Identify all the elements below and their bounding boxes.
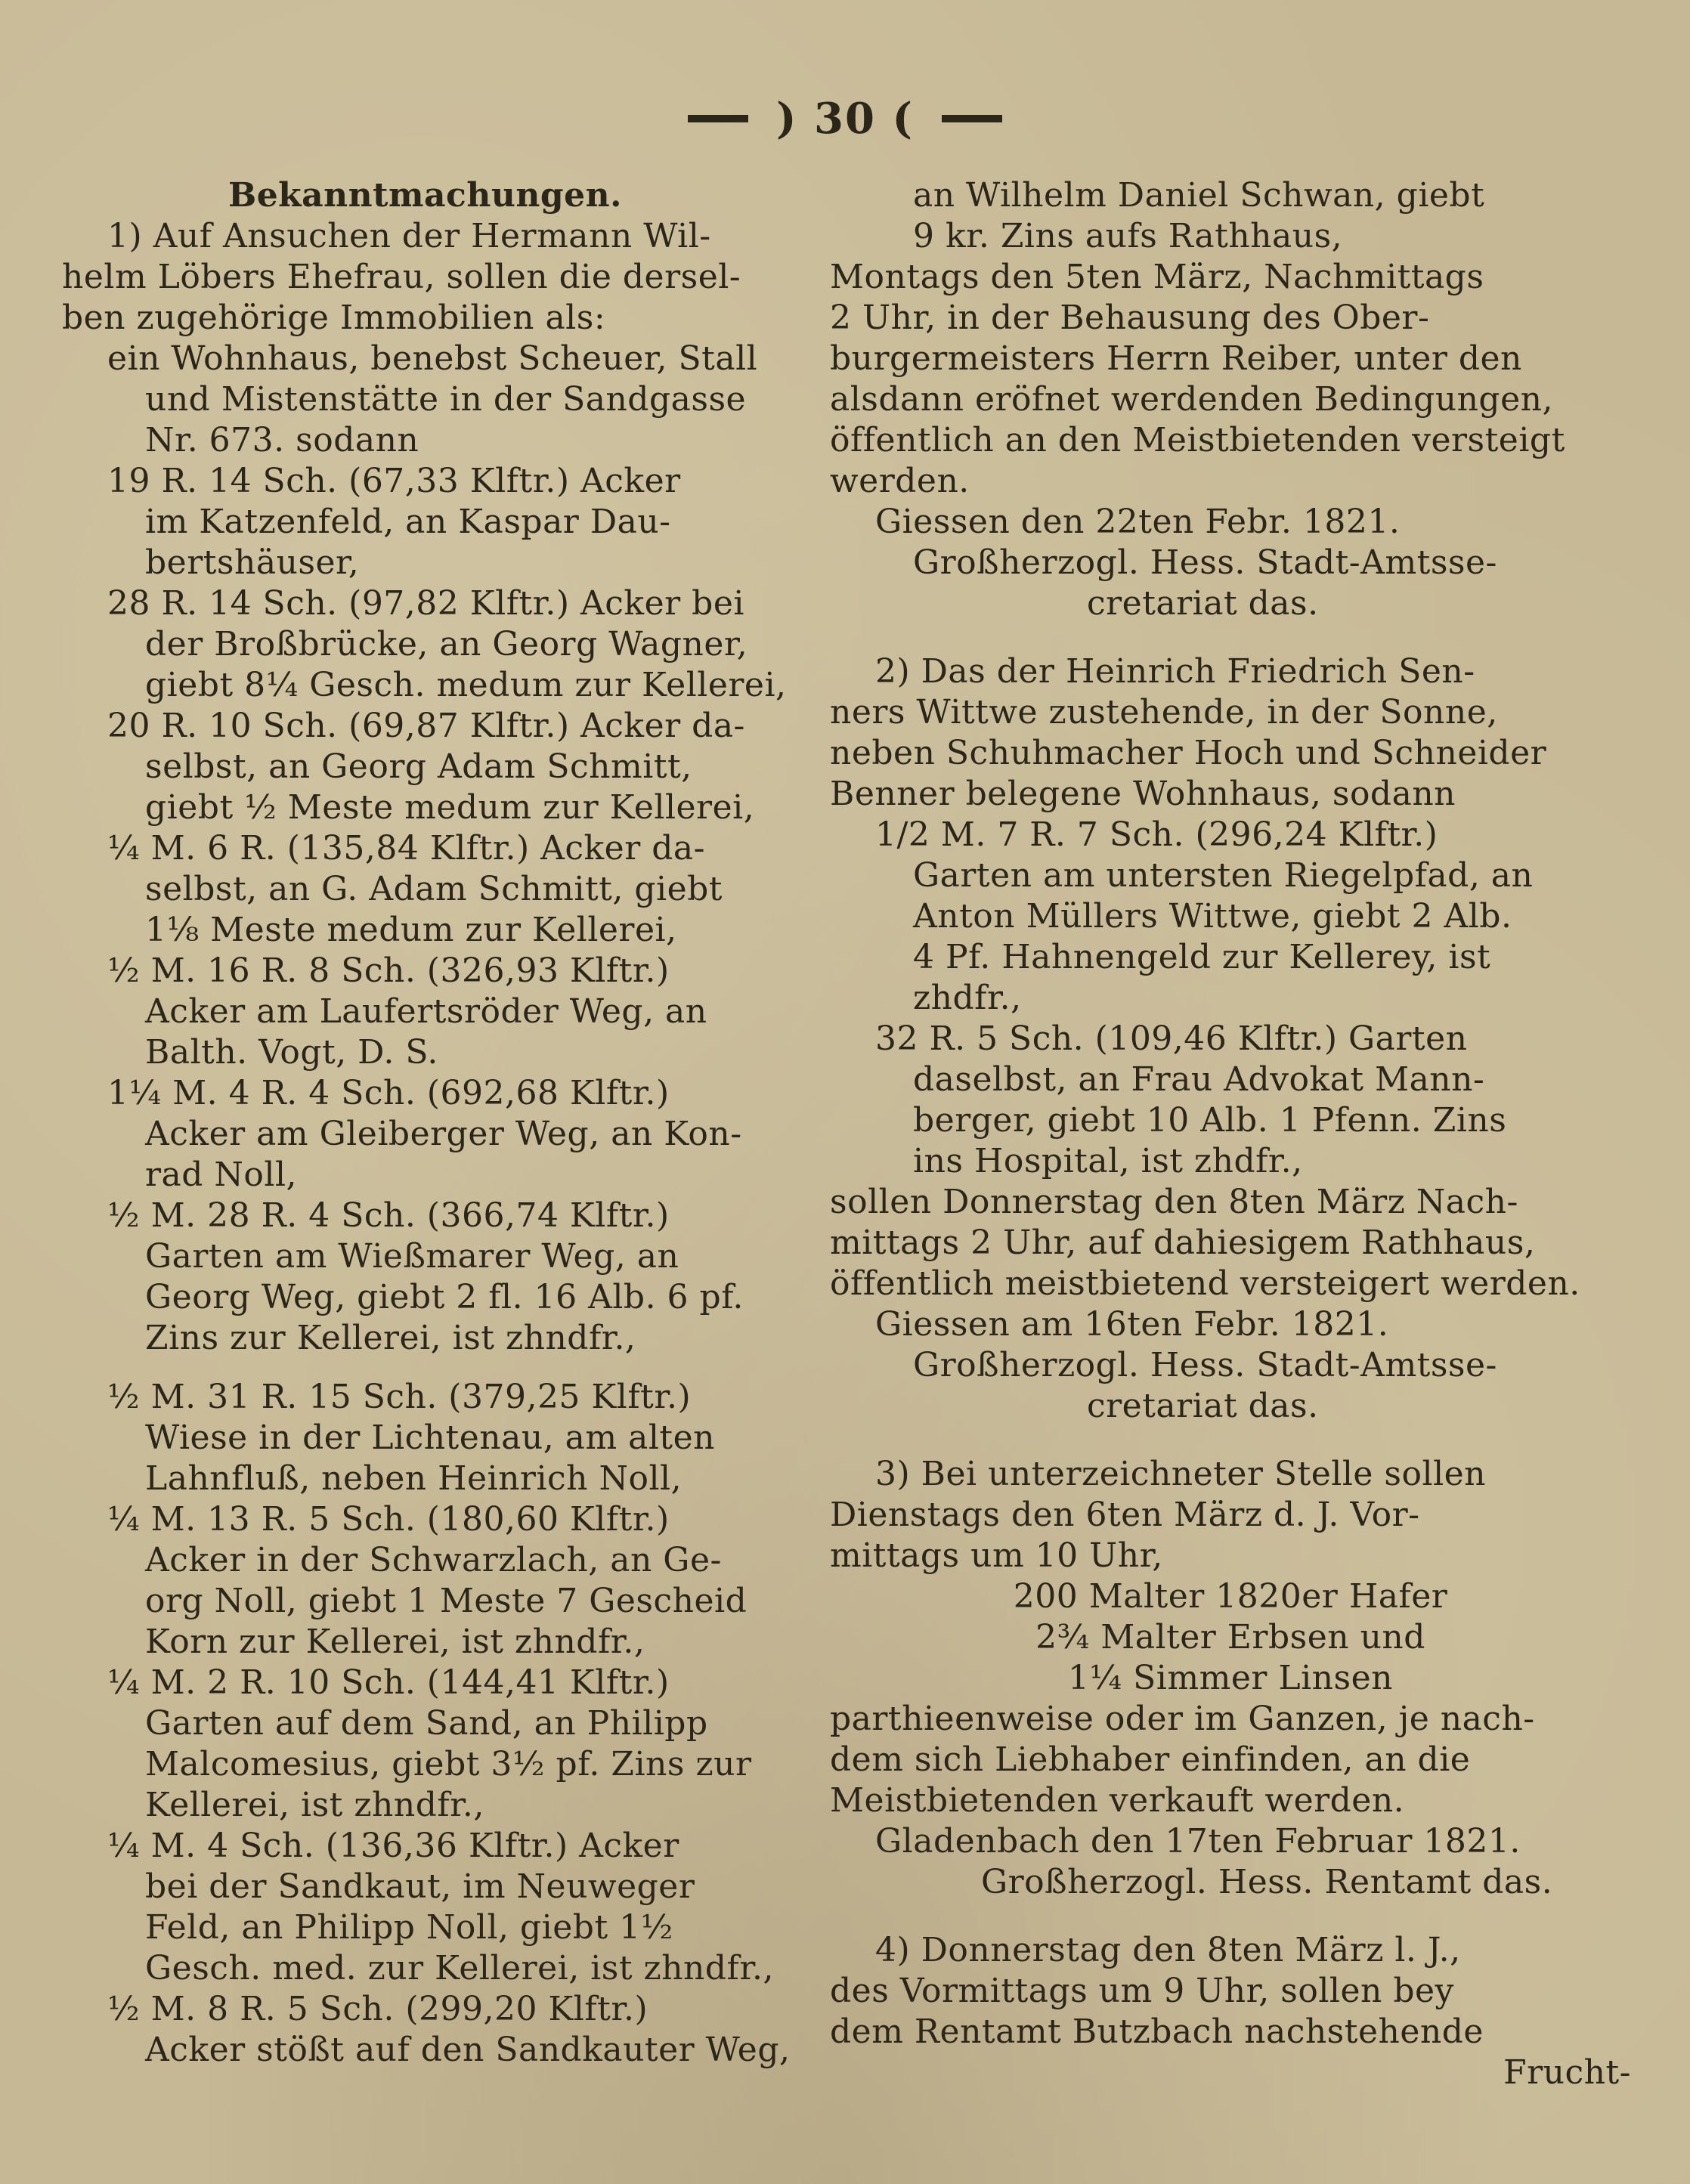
left-column: [62, 175, 803, 2071]
text-line: 1/2 M. 7 R. 7 Sch. (296,24 Klftr.): [875, 815, 1438, 854]
spacer: [62, 1359, 803, 1377]
text-line: mittags um 10 Uhr,: [830, 1536, 1163, 1575]
signature-date: Gladenbach den 17ten Februar 1821.: [875, 1822, 1521, 1861]
text-line: mittags 2 Uhr, auf dahiesigem Rathhaus,: [830, 1223, 1536, 1262]
text-line: Acker am Gleiberger Weg, an Kon-: [145, 1115, 742, 1153]
text-line: 28 R. 14 Sch. (97,82 Klftr.) Acker bei: [107, 584, 744, 623]
text-line: burgermeisters Herrn Reiber, unter den: [830, 339, 1522, 378]
text-line: Malcomesius, giebt 3½ pf. Zins zur: [145, 1745, 752, 1783]
text-line: alsdann eröfnet werdenden Bedingungen,: [830, 380, 1553, 419]
text-line: 19 R. 14 Sch. (67,33 Klftr.) Acker: [107, 462, 681, 500]
text-line: Garten am Wießmarer Weg, an: [145, 1237, 679, 1276]
text-line: berger, giebt 10 Alb. 1 Pfenn. Zins: [913, 1101, 1507, 1140]
text-line: Garten am untersten Riegelpfad, an: [913, 856, 1534, 895]
text-line: org Noll, giebt 1 Meste 7 Gescheid: [145, 1582, 748, 1620]
text-line: Lahnfluß, neben Heinrich Noll,: [145, 1459, 682, 1498]
text-line: Georg Weg, giebt 2 fl. 16 Alb. 6 pf.: [145, 1278, 744, 1316]
spacer: [830, 1903, 1631, 1930]
text-line: Balth. Vogt, D. S.: [145, 1033, 438, 1072]
text-line: 4) Donnerstag den 8ten März l. J.,: [875, 1931, 1461, 1969]
text-line: ben zugehörige Immobilien als:: [62, 299, 606, 337]
text-line: 2) Das der Heinrich Friedrich Sen-: [875, 652, 1475, 691]
text-line: Zins zur Kellerei, ist zhndfr.,: [145, 1319, 636, 1357]
text-line: helm Löbers Ehefrau, sollen die dersel-: [62, 258, 741, 296]
text-line: Benner belegene Wohnhaus, sodann: [830, 775, 1456, 813]
header-right-bracket: (: [892, 94, 914, 144]
text-line: ½ M. 31 R. 15 Sch. (379,25 Klftr.): [107, 1378, 692, 1416]
text-line: öffentlich an den Meistbietenden versteigt: [830, 421, 1565, 459]
text-line: Acker in der Schwarzlach, an Ge-: [145, 1541, 722, 1579]
signature-authority: Großherzogl. Hess. Stadt-Amtsse-: [913, 543, 1497, 582]
text-line: bertshäuser,: [145, 543, 360, 582]
text-line: werden.: [830, 462, 970, 500]
text-line: Anton Müllers Wittwe, giebt 2 Alb.: [913, 897, 1512, 936]
header-dash-left: [688, 115, 748, 122]
text-line: 4 Pf. Hahnengeld zur Kellerey, ist: [913, 938, 1491, 976]
text-line: dem sich Liebhaber einfinden, an die: [830, 1740, 1471, 1779]
text-line: Feld, an Philipp Noll, giebt 1½: [145, 1908, 673, 1947]
signature-authority: cretariat das.: [1087, 1387, 1319, 1425]
spacer: [830, 1427, 1631, 1454]
text-line: Gesch. med. zur Kellerei, ist zhndfr.,: [145, 1949, 774, 1988]
text-line: im Katzenfeld, an Kaspar Dau-: [145, 503, 671, 541]
text-line: Nr. 673. sodann: [145, 421, 419, 459]
text-line: rad Noll,: [145, 1155, 298, 1194]
signature-authority: Großherzogl. Hess. Rentamt das.: [981, 1863, 1553, 1901]
text-line: 20 R. 10 Sch. (69,87 Klftr.) Acker da-: [107, 707, 745, 745]
text-line: sollen Donnerstag den 8ten März Nach-: [830, 1183, 1518, 1221]
text-line: ¼ M. 4 Sch. (136,36 Klftr.) Acker: [107, 1827, 679, 1865]
text-line: Acker am Laufertsröder Weg, an: [145, 992, 707, 1031]
text-line: Garten auf dem Sand, an Philipp: [145, 1704, 708, 1743]
text-line: 32 R. 5 Sch. (109,46 Klftr.) Garten: [875, 1019, 1468, 1058]
text-line: Dienstags den 6ten März d. J. Vor-: [830, 1496, 1420, 1534]
text-line: Meistbietenden verkauft werden.: [830, 1781, 1405, 1820]
text-line: parthieenweise oder im Ganzen, je nach-: [830, 1700, 1535, 1738]
text-line: Montags den 5ten März, Nachmittags: [830, 258, 1484, 296]
text-line: Korn zur Kellerei, ist zhndfr.,: [145, 1623, 645, 1661]
header-dash-right: [942, 115, 1002, 122]
text-line: 3) Bei unterzeichneter Stelle sollen: [875, 1455, 1487, 1493]
text-line: Acker stößt auf den Sandkauter Weg,: [145, 2031, 791, 2069]
text-line: 1¼ Simmer Linsen: [1068, 1659, 1393, 1697]
text-line: ¼ M. 2 R. 10 Sch. (144,41 Klftr.): [107, 1663, 670, 1702]
text-line: 2¾ Malter Erbsen und: [1035, 1618, 1425, 1657]
spacer: [830, 624, 1631, 651]
text-line: 2 Uhr, in der Behausung des Ober-: [830, 299, 1430, 337]
text-line: Wiese in der Lichtenau, am alten: [145, 1418, 715, 1457]
text-line: der Broßbrücke, an Georg Wagner,: [145, 625, 748, 664]
text-line: ners Wittwe zustehende, in der Sonne,: [830, 693, 1498, 732]
text-line: öffentlich meistbietend versteigert werden.: [830, 1264, 1580, 1303]
text-line: ¼ M. 6 R. (135,84 Klftr.) Acker da-: [107, 829, 706, 868]
text-line: selbst, an Georg Adam Schmitt,: [145, 747, 692, 786]
section-title: Bekanntmachungen.: [228, 176, 622, 215]
text-line: bei der Sandkaut, im Neuweger: [145, 1867, 695, 1906]
text-line: ¼ M. 13 R. 5 Sch. (180,60 Klftr.): [107, 1500, 670, 1539]
text-line: ½ M. 28 R. 4 Sch. (366,74 Klftr.): [107, 1196, 670, 1235]
signature-authority: cretariat das.: [1087, 584, 1319, 623]
text-line: giebt ½ Meste medum zur Kellerei,: [145, 788, 755, 827]
text-line: 1) Auf Ansuchen der Hermann Wil-: [107, 217, 711, 255]
text-line: 200 Malter 1820er Hafer: [1013, 1577, 1448, 1616]
text-line: Kellerei, ist zhndfr.,: [145, 1786, 484, 1824]
page-header: [0, 91, 1690, 151]
text-line: 9 kr. Zins aufs Rathhaus,: [913, 217, 1343, 255]
text-line: und Mistenstätte in der Sandgasse: [145, 380, 747, 419]
text-line: an Wilhelm Daniel Schwan, giebt: [913, 176, 1485, 215]
text-line: ins Hospital, ist zhdfr.,: [913, 1142, 1303, 1180]
right-column: [830, 175, 1631, 2093]
text-line: dem Rentamt Butzbach nachstehende: [830, 2012, 1484, 2051]
signature-date: Giessen den 22ten Febr. 1821.: [875, 503, 1401, 541]
text-line: giebt 8¼ Gesch. medum zur Kellerei,: [145, 666, 787, 704]
text-line: ½ M. 16 R. 8 Sch. (326,93 Klftr.): [107, 951, 670, 990]
text-line: des Vormittags um 9 Uhr, sollen bey: [830, 1972, 1454, 2010]
text-line: ½ M. 8 R. 5 Sch. (299,20 Klftr.): [107, 1990, 648, 2028]
text-line: 1⅛ Meste medum zur Kellerei,: [145, 911, 677, 949]
signature-authority: Großherzogl. Hess. Stadt-Amtsse-: [913, 1346, 1497, 1384]
signature-date: Giessen am 16ten Febr. 1821.: [875, 1305, 1389, 1344]
text-line: ein Wohnhaus, benebst Scheuer, Stall: [107, 339, 758, 378]
text-line: Frucht-: [1503, 2053, 1631, 2092]
header-left-bracket: ): [776, 94, 798, 144]
text-line: selbst, an G. Adam Schmitt, giebt: [145, 870, 723, 908]
text-line: zhdfr.,: [913, 979, 1022, 1017]
page-number: 30: [814, 94, 876, 144]
text-line: daselbst, an Frau Advokat Mann-: [913, 1060, 1485, 1099]
text-line: 1¼ M. 4 R. 4 Sch. (692,68 Klftr.): [107, 1074, 670, 1112]
text-line: neben Schuhmacher Hoch und Schneider: [830, 734, 1547, 772]
